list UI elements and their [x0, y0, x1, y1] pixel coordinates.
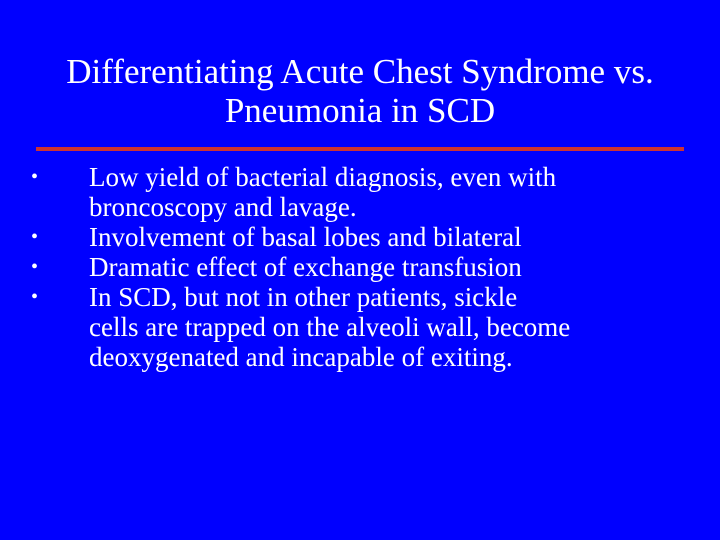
bullet-item [0, 222, 720, 252]
slide-title [0, 52, 720, 130]
bullet-icon: • [31, 226, 39, 248]
bullet-text-line: In SCD, but not in other patients, sickle [89, 282, 518, 312]
bullet-item [0, 282, 720, 372]
bullet-text-line: Low yield of bacterial diagnosis, even with [89, 162, 557, 192]
bullet-text-line: broncoscopy and lavage. [89, 192, 357, 222]
bullet-list [0, 162, 720, 372]
bullet-icon: • [31, 166, 39, 188]
bullet-icon: • [31, 286, 39, 308]
title-divider [36, 147, 684, 151]
slide-title-line: Pneumonia in SCD [224, 91, 496, 130]
bullet-text-line: deoxygenated and incapable of exiting. [89, 342, 513, 372]
bullet-icon: • [31, 256, 39, 278]
bullet-item [0, 252, 720, 282]
bullet-item [0, 162, 720, 222]
bullet-text-line: cells are trapped on the alveoli wall, become [89, 312, 571, 342]
bullet-text-line: Involvement of basal lobes and bilateral [89, 222, 522, 252]
bullet-text-line: Dramatic effect of exchange transfusion [89, 252, 522, 282]
slide-title-line: Differentiating Acute Chest Syndrome vs. [66, 52, 654, 91]
